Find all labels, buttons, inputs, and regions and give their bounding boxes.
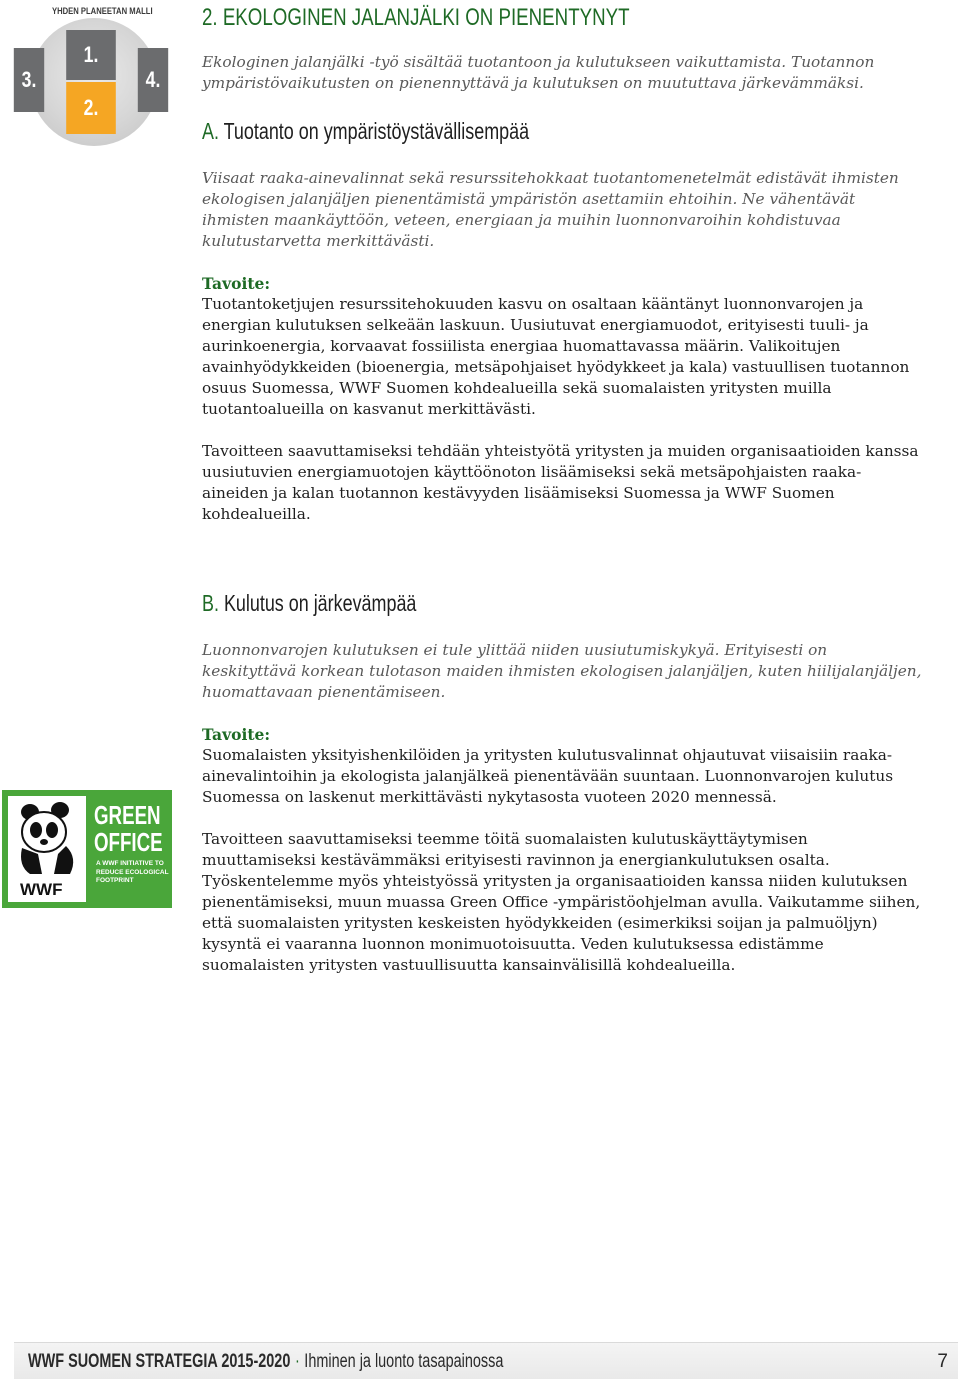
section-b-title: Kulutus on järkevämpää [223,590,417,616]
section-a-goal-label: Tavoite: [202,274,271,293]
section-a-title: Tuotanto on ympäristöystävällisempää [223,118,530,144]
page-number: 7 [937,1351,948,1372]
model-square-1: 1. [66,30,116,80]
model-square-2-highlighted: 2. [66,82,116,134]
footer-title: WWF SUOMEN STRATEGIA 2015-2020 [28,1351,291,1372]
section-a-body [202,168,922,525]
model-square-3: 3. [14,48,44,112]
model-label: YHDEN PLANEETAN MALLI [52,6,153,16]
model-square-4: 4. [138,48,168,112]
section-a-heading [202,118,904,145]
page-title: 2. EKOLOGINEN JALANJÄLKI ON PIENENTYNYT [202,4,630,31]
footer-title-block [28,1351,503,1373]
footer-separator: · [294,1351,300,1372]
section-b-goal-text: Suomalaisten yksityishenkilöiden ja yritysten kulutusvalinnat ohjautuvat viisaisiin raaka-ainevalintoihin ja ekologista jalanjälkeä pienentävään suuntaan. Luonnonvarojen kulutus Suomessa on laskenut merkittävästi nykytasosta vuoteen 2020 mennessä. [202,746,894,806]
green-office-tagline: A WWF INITIATIVE TO REDUCE ECOLOGICAL FOOTPRINT [96,860,169,884]
section-b-body [202,640,922,976]
footer-subtitle: Ihminen ja luonto tasapainossa [304,1351,504,1372]
panda-icon [8,796,86,876]
section-a-goal-text: Tuotantoketjujen resurssitehokuuden kasvu on osaltaan kääntänyt luonnonvarojen ja energian kulutuksen selkeään laskuun. Uusiutuvat energiamuodot, erityisesti tuuli- ja aurinkoenergia, korvaavat fossiilista energiaa huomattavassa määrin. Valikoitujen avainhyödykkeiden (bioenergia, metsäpohjaiset hyödykkeet ja kala) vastuullisen tuotannon osuus Suomessa, WWF Suomen kohdealueilla sekä suomalaisten yritysten muilla tuotantoalueilla on kasvanut merkittävästi. [202,295,910,418]
section-b-intro: Luonnonvarojen kulutuksen ei tule ylittää niiden uusiutumiskykyä. Erityisesti on keskityttävä korkean tulotason maiden ihmisten ekologisen jalanjäljen, kuten hiilijalanjäljen, huomattavaan pienentämiseen. [202,641,922,701]
page-intro-block [202,52,922,94]
section-a-letter: A. [202,118,219,144]
wwf-panda-icon [8,796,86,902]
page-footer [14,1342,958,1379]
section-b-heading [202,590,904,617]
section-b-action-text: Tavoitteen saavuttamiseksi teemme töitä suomalaisten kulutuskäyttäytymisen muuttamiseksi kestävämmäksi erityisesti ravinnon ja energiankulutuksen osalta. Työskentelemme myös yhteistyössä yritysten ja organisaatioiden kanssa niiden kulutuksen pienentämiseksi, muun muassa Green Office -ympäristöohjelman avulla. Vaikutamme siihen, että suomalaisten yritysten keskeisten hyödykkeiden (esimerkiksi soijan ja palmuöljyn) kysyntä ei vaaranna luonnon monimuotoisuutta. Veden kulutuksessa edistämme suomalaisten yritysten vastuullisuutta kansainvälisillä kohdealueilla. [202,830,921,974]
green-office-line1: GREEN [94,800,161,830]
section-b-goal-label: Tavoite: [202,725,271,744]
section-a-intro: Viisaat raaka-ainevalinnat sekä resurssitehokkaat tuotantomenetelmät edistävät ihmisten ekologisen jalanjäljen pienentämistä ympäristön asettamiin ehtoihin. Ne vähentävät ihmisten maankäyttöön, veteen, energiaan ja muihin luonnonvaroihin kohdistuvaa kulutustarvetta merkittävästi. [202,169,899,250]
green-office-line2: OFFICE [94,827,163,857]
section-b-letter: B. [202,590,219,616]
wwf-wordmark: WWF [20,880,63,899]
green-office-wordmark [94,802,163,856]
green-office-logo [2,790,172,908]
section-a-action-text: Tavoitteen saavuttamiseksi tehdään yhteistyötä yritysten ja muiden organisaatioiden kanssa uusiutuvien energiamuotojen käyttöönoton lisäämiseksi sekä metsäpohjaisten raaka-aineiden ja kalan tuotannon kestävyyden lisäämiseksi Suomessa ja WWF Suomen kohdealueilla. [202,442,919,523]
one-planet-model-graphic [0,0,190,160]
page-intro: Ekologinen jalanjälki -työ sisältää tuotantoon ja kulutukseen vaikuttamista. Tuotannon ympäristövaikutusten on pienennyttävä ja kulutuksen on muututtava järkevämmäksi. [202,53,875,92]
